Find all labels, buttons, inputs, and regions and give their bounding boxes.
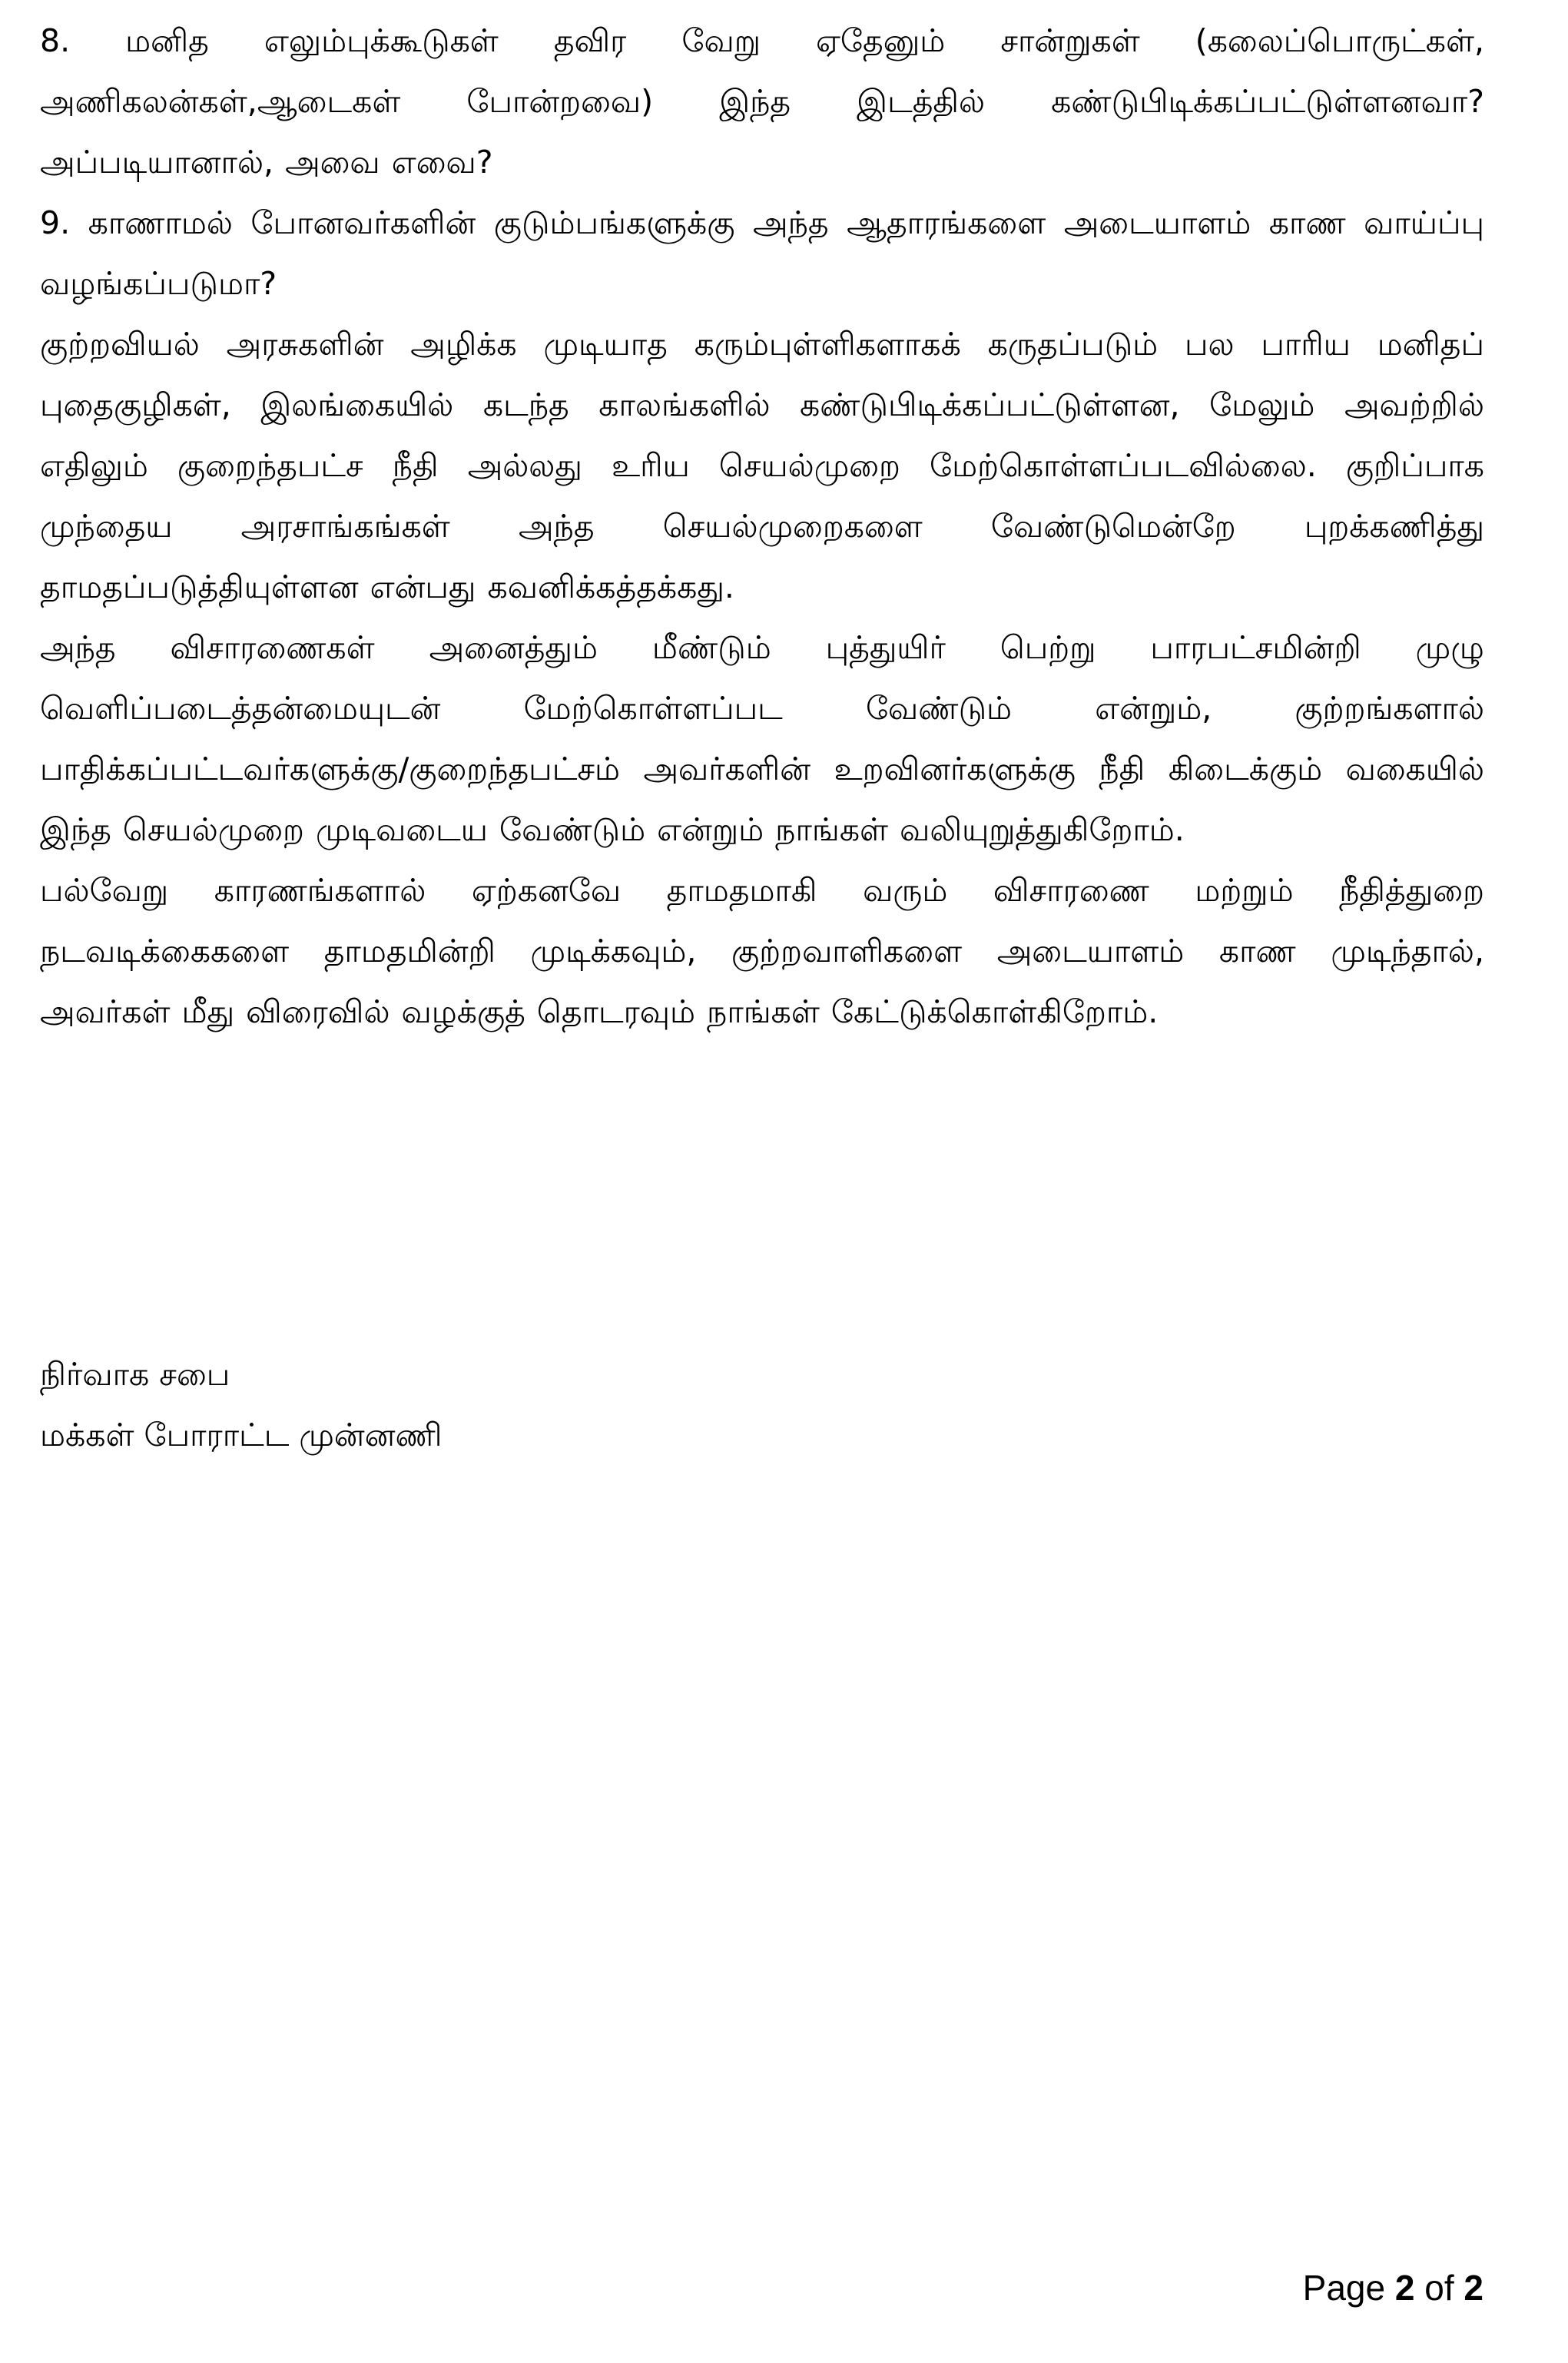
question-9-paragraph: 9. காணாமல் போனவர்களின் குடும்பங்களுக்கு அந்த ஆதாரங்களை அடையாளம் காண வாய்ப்பு வழங்கப்படுமா? [40, 204, 1484, 302]
document-body [40, 11, 1484, 1042]
of-word: of [1424, 2268, 1454, 2308]
signature-block [40, 1344, 962, 1466]
question-8-paragraph: 8. மனித எலும்புக்கூடுகள் தவிர வேறு ஏதேனும் சான்றுகள் (கலைப்பொருட்கள், அணிகலன்கள்,ஆடைகள் போன்றவை) இந்த இடத்தில் கண்டுபிடிக்கப்பட்டுள்ளனவா? அப்படியானால், அவை எவை? [40, 22, 1484, 181]
investigation-demand-paragraph: அந்த விசாரணைகள் அனைத்தும் மீண்டும் புத்துயிர் பெற்று பாரபட்சமின்றி முழு வெளிப்படைத்தன்மையுடன் மேற்கொள்ளப்பட வேண்டும் என்றும், குற்றங்களால் பாதிக்கப்பட்டவர்களுக்கு/குறைந்தபட்சம் அவர்களின் உறவினர்களுக்கு நீதி கிடைக்கும் வகையில் இந்த செயல்முறை முடிவடைய வேண்டும் என்றும் நாங்கள் வலியுறுத்துகிறோம். [40, 629, 1484, 848]
page-current: 2 [1394, 2268, 1415, 2308]
page-word: Page [1302, 2268, 1386, 2308]
page-number [1303, 2265, 1483, 2311]
judicial-action-paragraph: பல்வேறு காரணங்களால் ஏற்கனவே தாமதமாகி வரும் விசாரணை மற்றும் நீதித்துறை நடவடிக்கைகளை தாமதமின்றி முடிக்கவும், குற்றவாளிகளை அடையாளம் காண முடிந்தால், அவர்கள் மீது விரைவில் வழக்குத் தொடரவும் நாங்கள் கேட்டுக்கொள்கிறோம். [40, 872, 1484, 1030]
page-total: 2 [1464, 2268, 1483, 2308]
mass-graves-paragraph: குற்றவியல் அரசுகளின் அழிக்க முடியாத கரும்புள்ளிகளாகக் கருதப்படும் பல பாரிய மனிதப் புதைகுழிகள், இலங்கையில் கடந்த காலங்களில் கண்டுபிடிக்கப்பட்டுள்ளன, மேலும் அவற்றில் எதிலும் குறைந்தபட்ச நீதி அல்லது உரிய செயல்முறை மேற்கொள்ளப்படவில்லை. குறிப்பாக முந்தைய அரசாங்கங்கள் அந்த செயல்முறைகளை வேண்டுமென்றே புறக்கணித்து தாமதப்படுத்தியுள்ளன என்பது கவனிக்கத்தக்கது. [40, 326, 1484, 605]
signature-committee: நிர்வாக சபை [40, 1356, 230, 1393]
signature-organization: மக்கள் போராட்ட முன்னணி [40, 1417, 443, 1453]
